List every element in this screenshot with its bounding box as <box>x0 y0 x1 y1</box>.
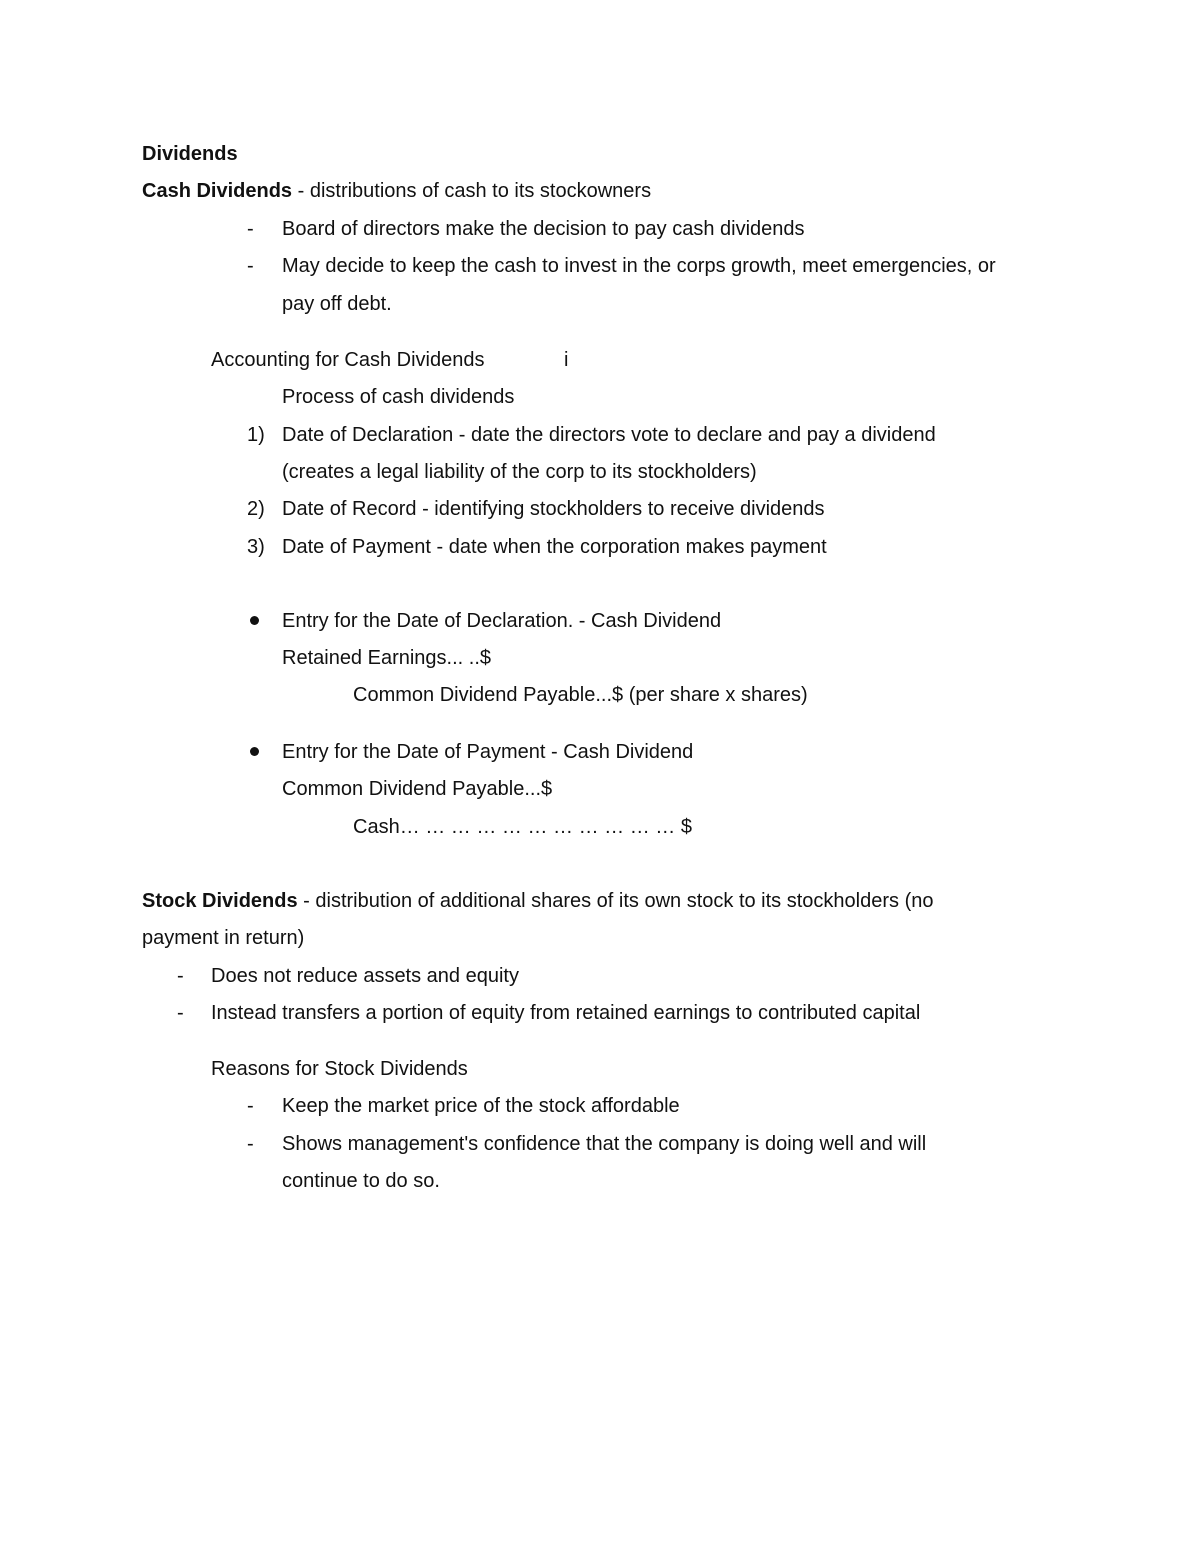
cash-point-marker: - <box>247 255 254 277</box>
step-marker: 2) <box>247 498 265 520</box>
cash-point-continuation: pay off debt. <box>282 293 392 315</box>
entry-payment-title: Entry for the Date of Payment - Cash Dividend <box>282 741 694 763</box>
stock-dividends-heading: Stock Dividends <box>142 890 298 912</box>
reason-continuation: continue to do so. <box>282 1170 440 1192</box>
cash-dividends-definition <box>142 179 651 203</box>
step-item: Date of Declaration - date the directors vote to declare and pay a dividend <box>282 424 936 446</box>
step-item: Date of Payment - date when the corporation makes payment <box>282 536 827 558</box>
reason-marker: - <box>247 1095 254 1117</box>
cash-dividends-heading: Cash Dividends <box>142 180 293 202</box>
step-item: Date of Record - identifying stockholders to receive dividends <box>282 498 825 520</box>
stock-point: Instead transfers a portion of equity from retained earnings to contributed capital <box>211 1002 921 1024</box>
cash-dividends-definition-text: - distributions of cash to its stockowners <box>292 180 652 202</box>
entry-declaration-title: Entry for the Date of Declaration. - Cash Dividend <box>282 610 722 632</box>
step-marker: 1) <box>247 424 265 446</box>
stock-point-marker: - <box>177 1002 184 1024</box>
cash-point: Board of directors make the decision to pay cash dividends <box>282 218 805 240</box>
reason-marker: - <box>247 1133 254 1155</box>
reason-item: Keep the market price of the stock affordable <box>282 1095 680 1117</box>
document-title: Dividends <box>142 143 238 165</box>
stock-dividends-definition <box>142 889 933 913</box>
entry-payment-debit: Common Dividend Payable...$ <box>282 778 553 800</box>
stock-dividends-definition-continuation: payment in return) <box>142 927 305 949</box>
accounting-heading: Accounting for Cash Dividends <box>211 349 485 371</box>
bullet-icon <box>250 747 259 756</box>
process-label: Process of cash dividends <box>282 386 515 408</box>
entry-declaration-credit: Common Dividend Payable...$ (per share x shares) <box>353 684 808 706</box>
step-marker: 3) <box>247 536 265 558</box>
stock-point-marker: - <box>177 965 184 987</box>
entry-payment-credit: Cash… … … … … … … … … … … $ <box>353 816 692 838</box>
cash-point: May decide to keep the cash to invest in the corps growth, meet emergencies, or <box>282 255 996 277</box>
reason-item: Shows management's confidence that the company is doing well and will <box>282 1133 927 1155</box>
stock-dividends-definition-text: - distribution of additional shares of its own stock to its stockholders (no <box>297 890 934 912</box>
reasons-heading: Reasons for Stock Dividends <box>211 1058 468 1080</box>
entry-declaration-debit: Retained Earnings... ..$ <box>282 647 492 669</box>
stock-point: Does not reduce assets and equity <box>211 965 519 987</box>
step-continuation: (creates a legal liability of the corp to its stockholders) <box>282 461 757 483</box>
accounting-stray-mark: i <box>564 349 569 371</box>
bullet-icon <box>250 616 259 625</box>
cash-point-marker: - <box>247 218 254 240</box>
